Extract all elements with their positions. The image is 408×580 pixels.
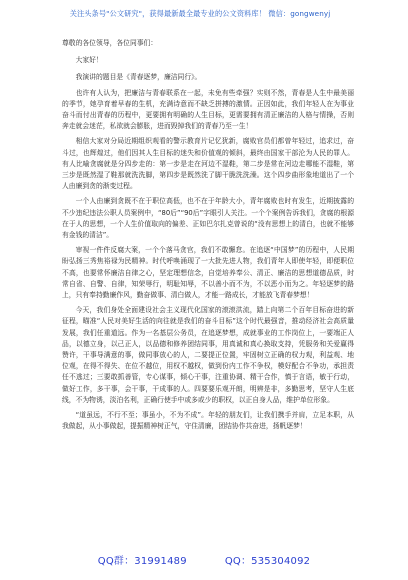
paragraph-closing: “道虽远，不行不至；事虽小，不为不成”。年轻的朋友们，让我们携手并肩，立足本职，从我做起，从小事做起，提振精神树正气，守住清廉，团结协作共奋进，扬帆逐梦！ bbox=[62, 411, 354, 431]
paragraph: 一个人由廉到贪既不在于职位高低，也不在于年龄大小，青年腐败也时有发生，近期披露的不少违纪违法公职人员案例中，“80后”“90后”字眼引人关注。一个个案例告诉我们，贪腐的根源在于人的思想，一个人生价值取向的偏差、正如巴尔扎克曾说的“没有思想上的清白，也就不能够有金钱的清洁”。 bbox=[62, 197, 354, 240]
paragraph: 相信大家对分局近期组织观看的警示教育片记忆犹新，腐败官员们都曾年轻过，追求过，奋斗过，也辉煌过，他们因其人生目标的迷失和价值观的倾斜，最终由国家干部沦为人民的罪人。有人比喻贪腐就是分四步走的：第一步是走在河边不湿鞋，第二步是常在河边走哪能不湿鞋，第三步是既然湿了鞋那就洗洗脚，第四步是既然洗了脚干脆洗洗澡。这个四步曲形象地道出了一个人由廉到贪的渐变过程。 bbox=[62, 137, 354, 191]
greeting: 大家好！ bbox=[75, 56, 103, 65]
salutation: 尊敬的各位领导，各位同事们： bbox=[62, 39, 158, 47]
promo-banner bbox=[40, 0, 360, 28]
qq-number: QQ：535304092 bbox=[224, 556, 311, 567]
paragraph: 也许有人认为，把廉洁与青春联系在一起，未免有些牵强？实则不然，青春是人生中最美丽的季节，她孕育着早春的生机，充满诗意而不缺乏拼搏的激情。正因如此，我们年轻人在为事业奋斗而付出青春的历程中，更要拥有明确的人生目标，更需要拥有清正廉洁的人格与情操，否则奔走就会迷茫，私欲就会膨胀，进而毁掉我们的青春乃至一生！ bbox=[62, 88, 354, 131]
paragraph-title-intro: 我演讲的题目是《青春逐梦，廉洁同行》。 bbox=[75, 73, 202, 82]
promo-banner-text: 关注头条号"公文研究"，获得最新最全最专业的公文资料库！ 微信：gongwenyj bbox=[69, 9, 331, 18]
paragraph: 今天，我们身处全面建设社会主义现代化国家的滚滚洪流，踏上向第二个百年目标奋进的新征程，瞄准“人民对美好生活的向往就是我们的奋斗目标”这个时代最强音，推动经济社会高质量发展，我们任重道远。作为一名基层公务员，在追逐梦想，成就事业的工作岗位上，一要端正人品，以德立身，以己正人，以品德和修养团结同事，用真诚和真心换取支持，凭服务和关爱赢得赞许，干事导满意的事，做同事放心的人，二要提正位置，牢固树立正确的权力观，利益观、地位观，在得不得失、在位不越位，用权不越权，做到份内工作不争权，模好配合不争功，承担责任不逃过；三要敢抓善管，专心谋事，倾心干事，注重协调、精干合作，慎于言语，敏于行动，做好工作，多干事，会干事，干成事的人。四要要乐观开朗，明辨是非，多勤思考，坚守人生底线，不为物诱，淡泊名利，正确行使手中或多或少的职权，以正自身人品，维护单位形象。 bbox=[62, 306, 354, 404]
speech-body bbox=[62, 38, 354, 437]
qq-group-number: QQ群：31991489 bbox=[97, 556, 187, 567]
contact-footer bbox=[0, 552, 408, 570]
paragraph: 审视一件件反腐大案，一个个落马贪官，我们不敢懈怠。在追逐“中国梦”的历程中，人民期盼弘扬三秀焦裕禄为民精神。时代呼唤涌现了一大批先进人物，我们青年人即使年轻，即便职位不高，也要常怀廉洁自律之心，坚定理想信念，自觉培养奉公、清正、廉洁的思想道德品质，时常自省、自警、自律，知荣辱行，明耻知辱，不以善小而不为，不以恶小而为之。年轻逐梦的路上，只有奉持勤廉作风，勤奋做事、清白做人，才能一路成长，才能放飞青春梦想！ bbox=[62, 246, 354, 300]
